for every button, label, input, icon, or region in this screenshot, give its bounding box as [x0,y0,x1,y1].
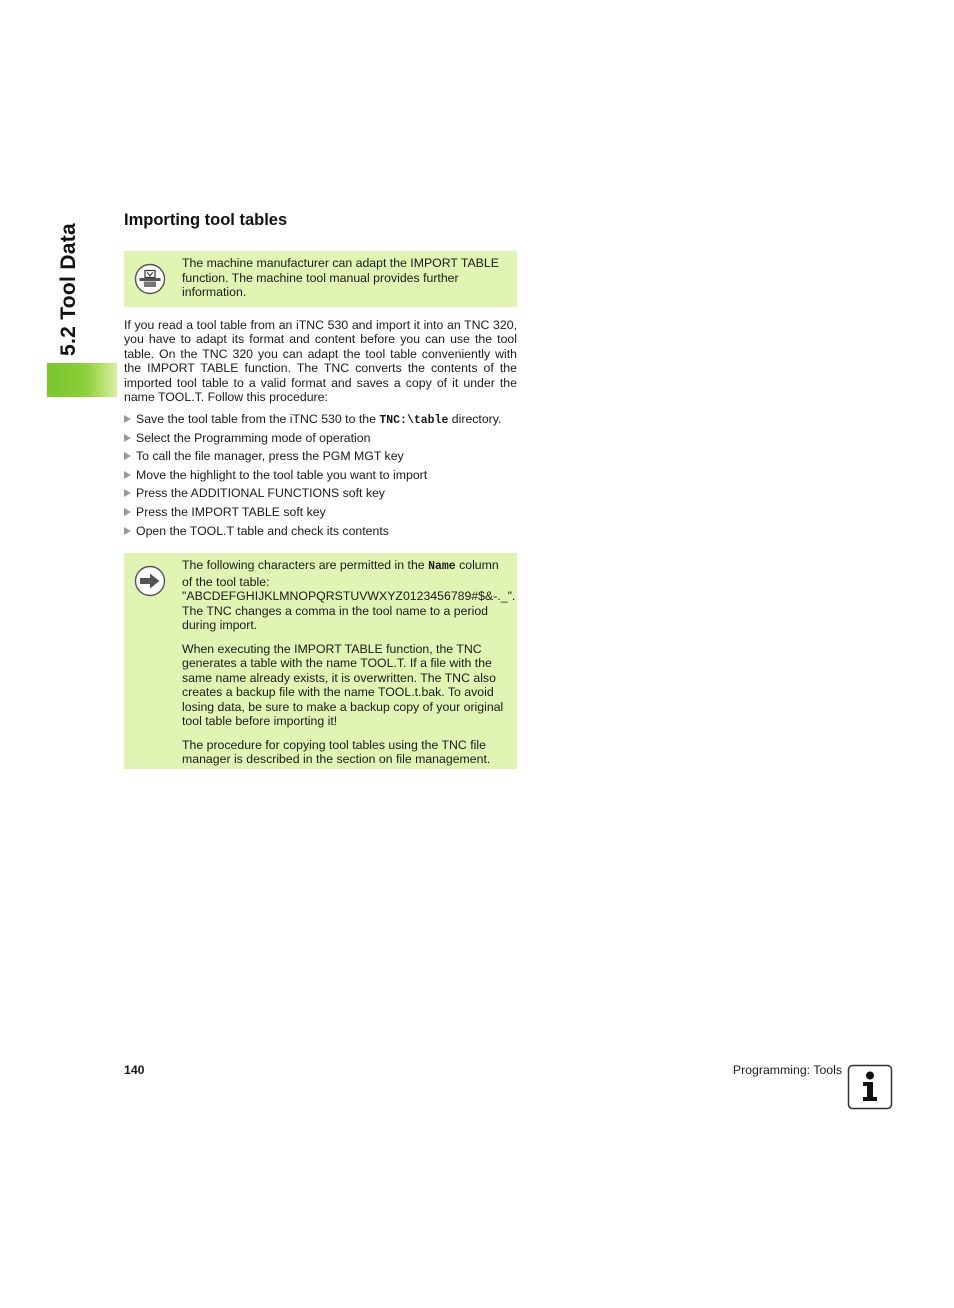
triangle-bullet-icon [124,527,131,535]
procedure-step: Press the IMPORT TABLE soft key [124,504,534,523]
machine-manufacturer-icon [134,263,166,295]
file-manager-text: The procedure for copying tool tables using the TNC file manager is described in the section on file management. [182,737,491,766]
procedure-step: Open the TOOL.T table and check its contents [124,523,534,542]
manufacturer-note-text: The machine manufacturer can adapt the IMPORT TABLE function. The machine tool manual provides further information. [182,256,499,299]
triangle-bullet-icon [124,434,131,442]
manufacturer-note [124,251,517,307]
info-icon [847,1064,893,1110]
section-heading: Importing tool tables [124,211,288,229]
arrow-right-icon [134,565,166,597]
triangle-bullet-icon [124,471,131,479]
intro-paragraph: If you read a tool table from an iTNC 530 and import it into an TNC 320, you have to adapt its format and content before you can use the tool table. On the TNC 320 you can adapt the tool table conveniently with the IMPORT TABLE function. The TNC converts the contents of the imported tool table to a valid format and saves a copy of it under the name TOOL.T. Follow this procedure: [124,318,517,405]
name-column-code: Name [428,560,456,573]
triangle-bullet-icon [124,452,131,460]
procedure-steps [124,411,534,541]
triangle-bullet-icon [124,415,131,423]
triangle-bullet-icon [124,508,131,516]
procedure-step: Select the Programming mode of operation [124,430,534,449]
footer-chapter-title: Programming: Tools [732,1063,842,1077]
tip-note [124,553,517,769]
procedure-step: Move the highlight to the tool table you want to import [124,467,534,486]
directory-code: TNC:\table [379,414,449,427]
triangle-bullet-icon [124,489,131,497]
procedure-step: Press the ADDITIONAL FUNCTIONS soft key [124,485,534,504]
import-behavior-text: When executing the IMPORT TABLE function, the TNC generates a table with the name TOOL.T. If a file with the same name already exists, it is overwritten. The TNC also creates a backup file with the name TOOL.t.bak. To avoid losing data, be sure to make a backup copy of your original tool table before importing it! [182,641,504,728]
chapter-side-title: 5.2 Tool Data [57,222,80,356]
permitted-characters-text: The following characters are permitted in the Name column of the tool table: "ABCDEFGHIJKLMNOPQRSTUVWXYZ0123456789#$&-._". The TNC changes a comma in the tool name to a period during import. [182,558,516,632]
chapter-tab-marker [47,363,117,397]
procedure-step: To call the file manager, press the PGM MGT key [124,448,534,467]
procedure-step: Save the tool table from the iTNC 530 to the TNC:\table directory. [124,411,534,430]
page-number: 140 [124,1063,145,1077]
